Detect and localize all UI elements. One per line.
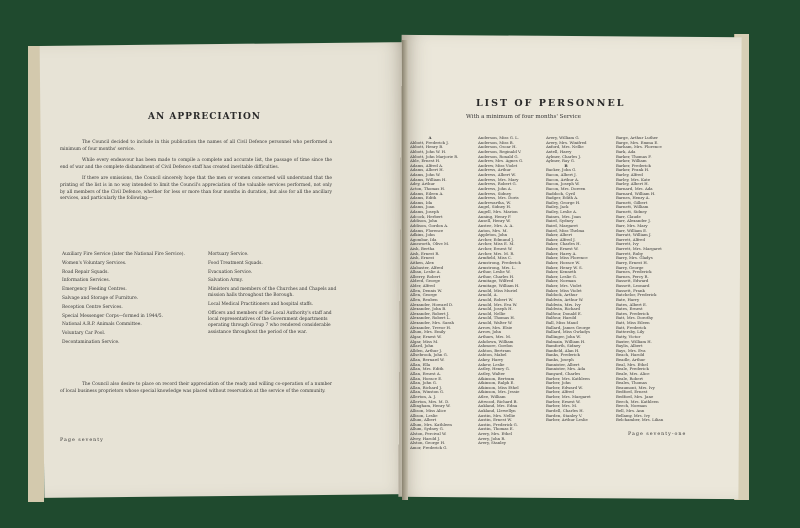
- personnel-name: Alston, George H.: [410, 440, 446, 446]
- personnel-name: Alvey, Harold J.: [410, 435, 441, 441]
- personnel-name: Allsebrook, John G.: [410, 352, 448, 358]
- personnel-name: Austin, Mrs. Nellie: [478, 412, 516, 418]
- personnel-name: Bassett, Leonard: [616, 283, 650, 288]
- personnel-name: Agombar, Ida: [410, 236, 437, 242]
- service-item: Auxiliary Fire Service (later the National Fire Service).: [62, 252, 185, 257]
- personnel-name: Beadle, Arthur: [616, 357, 646, 362]
- personnel-name: Baker, Miss Violet: [546, 287, 582, 293]
- personnel-name: Bacon, Joseph W.: [546, 181, 580, 187]
- personnel-name: Barber, Edward W.: [546, 384, 583, 390]
- personnel-name: Baker, Harry A.: [546, 250, 577, 256]
- personnel-name: Bates, Ernest: [616, 306, 643, 312]
- personnel-name: Algar, Ernest W.: [410, 333, 442, 339]
- personnel-name: Addison, Gordon A.: [410, 222, 449, 228]
- personnel-name: Alexander, Robert J.: [410, 310, 450, 316]
- personnel-name: Abbott, John Marjorie R.: [410, 153, 459, 159]
- personnel-name: Bedford, Mrs. Jane: [616, 394, 654, 399]
- personnel-name: Bate, Harry: [616, 296, 640, 302]
- personnel-name: Aukland, Llewellyn: [478, 407, 516, 413]
- personnel-name: Axford, Mrs. Nellie: [546, 144, 584, 150]
- personnel-name: Archer, Miss E. M.: [478, 241, 515, 247]
- personnel-name: Baker, Henry W. S.: [546, 264, 583, 270]
- personnel-name: Adkins, John: [410, 232, 435, 238]
- personnel-name: Angell, Mrs. Marion: [478, 209, 518, 214]
- personnel-name: Barden, Stanley V.: [546, 412, 583, 418]
- personnel-name: Arrow, Mrs. Elsie: [478, 324, 513, 330]
- personnel-name: Allan, John G.: [410, 380, 437, 386]
- service-item: Special Messenger Corps—formed in 1944/5.: [62, 313, 163, 319]
- personnel-name: Arnold, Joseph H.: [478, 306, 513, 312]
- personnel-name: Beales, Thomas: [616, 380, 647, 386]
- personnel-name: Allen, Dennis W.: [410, 287, 443, 293]
- personnel-name: Bannister, Albert: [546, 361, 580, 367]
- personnel-name: Alexander, Robert L.: [410, 315, 451, 321]
- personnel-name: Barber, Arthur Leslie: [546, 417, 588, 423]
- personnel-name: Allen, George: [410, 292, 437, 298]
- personnel-name: Arrow, John: [478, 329, 502, 335]
- personnel-name: Barrett, Mrs. Margaret: [616, 246, 662, 251]
- personnel-name: Beach, Harold: [616, 352, 645, 358]
- personnel-name: Anderson, Oscar H.: [478, 144, 517, 150]
- personnel-name: Barker, Frank H.: [616, 167, 650, 173]
- personnel-name: Bailey, Jack: [546, 204, 569, 210]
- service-item: Officers and members of the Local Authority's staff and local representatives of the Government departments operating through Group 7 who rendered considerable assistance throughout the period of the war.: [208, 310, 332, 335]
- personnel-name: Austin, Ernest W.: [478, 417, 512, 423]
- personnel-name: Baldwin, Mrs. Ivy: [546, 301, 581, 307]
- personnel-name: Beale, Mrs. Alice: [616, 370, 650, 376]
- personnel-name: Baker, Miss Florence: [546, 255, 588, 261]
- personnel-name: Alexander, Howard D.: [410, 301, 454, 307]
- personnel-name: Baird, Miss Thelma: [546, 227, 585, 233]
- personnel-name: Allerton, A. J.: [410, 394, 437, 399]
- personnel-name: Anderson, Reginald V.: [478, 148, 522, 154]
- personnel-name: Banks, Joseph: [546, 357, 574, 362]
- personnel-name: Allden, Arthur J.: [410, 347, 442, 353]
- personnel-name: Bamforth, Sidney: [546, 343, 581, 349]
- personnel-name: Ball, Miss Maud: [546, 320, 578, 325]
- personnel-subtitle: With a minimum of four months' Service: [466, 114, 581, 120]
- personnel-name: Allerton, Mrs. M. D.: [410, 398, 450, 404]
- personnel-name: Baldwin, Arthur W.: [546, 296, 584, 302]
- personnel-name: Baird, Margaret: [546, 222, 578, 228]
- services-list-left: [62, 252, 194, 349]
- personnel-name: Astley, Walter: [478, 370, 506, 376]
- personnel-name: Baker, Horace W.: [546, 259, 580, 265]
- personnel-name: Anning, Henry F.: [478, 213, 512, 219]
- service-item: Road Repair Squads.: [62, 269, 109, 275]
- intro-paragraph: While every endeavour has been made to compile a complete and accurate list, the passage of time since the end of war and the complete disbandment of Civil Defence staff has created inevitable difficulties.: [60, 158, 332, 170]
- personnel-name: Barnes, Henry A.: [616, 195, 650, 201]
- personnel-name: Anton, Mrs. M.: [478, 227, 508, 233]
- personnel-name: Adams, Eileen A.: [410, 190, 444, 196]
- personnel-name: Adams, Ida: [410, 199, 433, 205]
- personnel-name: Adams, John W.: [410, 172, 441, 177]
- personnel-name: Banfield, Alan H.: [546, 347, 580, 353]
- personnel-name: Alston, Percival W.: [410, 431, 447, 436]
- service-item: Local Medical Practitioners and hospital staffs.: [208, 302, 314, 308]
- personnel-name: Banyard, Charles: [546, 370, 581, 376]
- personnel-name: Beale, Frederick: [616, 366, 649, 372]
- personnel-name: Ballard, James George: [546, 324, 591, 330]
- personnel-name: Alexander, Mrs. Sarah: [410, 320, 455, 325]
- personnel-name: Atkinson, Ralph E.: [478, 380, 515, 386]
- personnel-name: Batchelor, Frederick: [616, 292, 657, 298]
- personnel-name: Barnett, Gilbert: [616, 199, 648, 205]
- personnel-name: Allan, Richard J.: [410, 384, 442, 390]
- service-item: Women's Voluntary Services.: [62, 260, 127, 266]
- personnel-name: Arnold, Thomas H.: [478, 315, 516, 321]
- personnel-name: Beale, Robert: [616, 375, 643, 381]
- personnel-name: Beech, Mrs. Kathleen: [616, 398, 659, 404]
- personnel-name: Abbott, Henry B.: [410, 144, 444, 150]
- personnel-name: Ballinger, John W.: [546, 333, 581, 339]
- personnel-name: Baird, Sydney: [546, 218, 574, 224]
- personnel-name: Barber, Mrs. M.: [546, 403, 578, 409]
- personnel-name: Bates, Frederick: [616, 310, 649, 316]
- personnel-name: Arnold, Mrs. Eva W.: [478, 301, 518, 307]
- personnel-name: Barry, George: [616, 264, 644, 270]
- personnel-name: Bates, Albert E.: [616, 301, 648, 307]
- personnel-name: Abbott, John W. H.: [410, 148, 447, 154]
- personnel-name: Archer, Mrs. M. R.: [478, 250, 515, 256]
- personnel-name: Barge, Arthur Luther: [616, 136, 658, 140]
- personnel-name: Barge, Mrs. Emma E.: [616, 139, 659, 145]
- personnel-name: Alabaster, Alfred: [410, 264, 444, 270]
- personnel-name: Adcock, Herbert: [410, 213, 443, 219]
- personnel-name: Bark, Ada: [616, 148, 636, 154]
- service-item: Information Services.: [62, 278, 111, 284]
- personnel-name: Armstrong, Mrs. L.: [478, 264, 516, 270]
- personnel-name: Badger, Edith A.: [546, 195, 579, 201]
- personnel-name: Arnold, A.: [478, 292, 498, 298]
- personnel-name: Barnes, Percy R.: [616, 273, 649, 279]
- personnel-name: Barnard, William H.: [616, 190, 656, 196]
- appreciation-title: AN APPRECIATION: [148, 112, 262, 122]
- page-number-left: Page seventy: [60, 438, 104, 443]
- personnel-title: LIST OF PERSONNEL: [476, 98, 626, 109]
- personnel-name: Beaumont, Mrs. Ivy: [616, 384, 655, 390]
- services-list-right: [208, 252, 340, 338]
- service-item: Voluntary Car Pool.: [62, 331, 106, 337]
- personnel-name: Andrew, Miss Violet: [478, 162, 518, 168]
- personnel-name: Balfour, Donald E.: [546, 310, 582, 316]
- personnel-name: Avery, Mrs. Winifred: [546, 139, 587, 145]
- personnel-name: Beech, Norman: [616, 403, 647, 409]
- personnel-name: Axtell, Harry: [546, 148, 572, 154]
- personnel-name: Allum, Mrs. Emily: [410, 329, 446, 335]
- personnel-name: Barnett, Sidney: [616, 209, 647, 214]
- personnel-name: Barker, Frederick: [616, 162, 651, 168]
- personnel-name: Barber, Mrs. Kathleen: [546, 375, 590, 381]
- personnel-name: Barratt, William J.: [616, 232, 652, 238]
- personnel-name: Battersby, Lily: [616, 329, 645, 335]
- personnel-name: Andrews, John A.: [478, 185, 512, 191]
- personnel-name: Avery, John R.: [478, 435, 506, 441]
- personnel-name: Baker, Kenneth: [546, 269, 577, 275]
- personnel-name: Aldred, George: [410, 278, 441, 284]
- book-spine: [402, 40, 408, 500]
- personnel-name: Armfield, Miss C.: [478, 255, 512, 261]
- personnel-name: Bell, Mrs. Ann: [616, 407, 645, 413]
- personnel-name: Alban, Leslie A.: [410, 269, 441, 275]
- personnel-name: Bailey, George H.: [546, 199, 581, 205]
- page-number-right: Page seventy-one: [628, 432, 687, 437]
- personnel-name: Baldwin, Richard: [546, 306, 580, 312]
- personnel-name: Bassett, Edward: [616, 278, 649, 284]
- personnel-name: Abbott, Frederick J.: [410, 139, 449, 145]
- personnel-name: Bacon, Arthur A.: [546, 176, 580, 182]
- intro-paragraph: The Council decided to include in this publication the names of all Civil Defence personnel who performed a minimum of four months' service.: [60, 140, 332, 152]
- personnel-name: Allan, Bernard W.: [410, 357, 445, 362]
- personnel-name: Barber, Mrs. Margaret: [546, 394, 591, 399]
- personnel-name: Allan, Ella: [410, 361, 431, 367]
- personnel-name: Allan, Winston G.: [410, 389, 445, 395]
- personnel-name: Allan, Ernest A.: [410, 370, 441, 376]
- personnel-name: Avery, Stanley: [478, 440, 506, 446]
- personnel-name: Barr, William E.: [616, 227, 648, 233]
- personnel-name: Bannister, Mrs. Ada: [546, 366, 586, 372]
- service-item: Salvation Army.: [208, 278, 243, 284]
- personnel-name: Aish, Bertha: [410, 246, 435, 251]
- personnel-name: Arthurs, Mrs. M.: [478, 333, 512, 339]
- personnel-name: Atkinson, Bertram: [478, 375, 515, 381]
- personnel-name: Ashdown, William: [478, 338, 514, 344]
- personnel-name: Barnes, Frederick: [616, 269, 652, 275]
- personnel-name: Angel, Sidney H.: [478, 204, 512, 210]
- personnel-name: Armitage, William H.: [478, 283, 520, 288]
- section-letter: B: [564, 162, 568, 168]
- personnel-name: Allan, Mrs. Edith: [410, 366, 444, 372]
- personnel-name: Acton, Thomas H.: [410, 185, 446, 191]
- personnel-name: Bellamy, Mrs. Ivy: [616, 412, 651, 418]
- personnel-name: Banks, Frederick: [546, 352, 580, 358]
- personnel-name: Baylis, Albert: [616, 343, 643, 349]
- personnel-name: Appleton, John: [478, 232, 508, 238]
- personnel-name: Balfour, Harold: [546, 315, 577, 321]
- personnel-name: Aitken, Alex: [410, 259, 434, 265]
- personnel-name: Barrett, Alfred: [616, 236, 645, 242]
- personnel-name: Alexander, John B.: [410, 306, 447, 312]
- personnel-name: Adams, Florence: [410, 227, 444, 233]
- personnel-name: Atkinson, Miss Ethel: [478, 384, 519, 390]
- service-item: National A.R.P. Animals Committee.: [62, 322, 142, 328]
- personnel-name: Anderson, Miss B.: [478, 139, 514, 145]
- personnel-name: Allen, Reuben: [410, 296, 438, 302]
- personnel-name: Atlee, William: [478, 394, 506, 399]
- personnel-name: Baker, Norman: [546, 278, 576, 284]
- personnel-name: Bedford, Ernest: [616, 389, 648, 395]
- service-item: Mortuary Service.: [208, 252, 249, 257]
- personnel-name: Adams, Albert H.: [410, 167, 444, 173]
- personnel-name: Barry, Ernest H.: [616, 259, 648, 265]
- personnel-name: Aylmer, Ray G.: [546, 158, 575, 164]
- personnel-name: Barnard, Mrs. Ada: [616, 185, 653, 191]
- personnel-name: Andrews, Mrs. Doris: [478, 195, 519, 201]
- personnel-name: Barr, Claude: [616, 213, 641, 219]
- personnel-name: Ainsworth, Olive M.: [410, 241, 450, 247]
- personnel-name: Barrett, Ruby: [616, 250, 643, 256]
- personnel-name: Armstrong, Frederick: [478, 259, 521, 265]
- personnel-name: Askew, Leslie: [478, 361, 505, 367]
- personnel-name: Barber, Alfred: [546, 389, 574, 395]
- personnel-name: Astley, Henry G.: [478, 366, 510, 372]
- personnel-name: Bacon, Mrs. Doreen: [546, 185, 586, 191]
- personnel-name: Algar, Miss M.: [410, 338, 439, 344]
- intro-paragraph: If there are omissions, the Council sincerely hope that the men or women concerned will understand that the printing of the list is in no way intended to limit the Council's appreciation of the valuable services performed, not only by all members of the Civil Defence, whether for less or more than four months in duration, but also for all the ancillary services, and particularly the following:—: [60, 176, 332, 202]
- personnel-name: Andrews, Robert G.: [478, 181, 517, 187]
- personnel-name: Andrewartha, W.: [478, 199, 511, 205]
- service-item: Emergency Feeding Centres.: [62, 287, 127, 293]
- personnel-name: Beal, Mrs. Ethel: [616, 361, 648, 367]
- service-item: Food Treatment Squads.: [208, 260, 263, 266]
- closing-paragraph: The Council also desire to place on record their appreciation of the ready and willing co-operation of a number of local business proprietors whose special knowledge was placed without reservation at the service of the community.: [60, 382, 332, 394]
- personnel-name: Alexander, Trevor H.: [410, 324, 452, 330]
- personnel-name: Armitage, Wilfred: [478, 278, 514, 284]
- personnel-name: Askey, Harry: [478, 357, 504, 362]
- personnel-name: Batty, Victor: [616, 333, 641, 339]
- service-item: Reception Centre Services.: [62, 304, 123, 310]
- personnel-name: Able, Ernest H.: [410, 158, 441, 164]
- personnel-name: Andrew, Mrs. Agnes G.: [478, 158, 524, 164]
- personnel-name: Barley, Mrs. Kate: [616, 176, 651, 182]
- personnel-name: Bays, Mrs. Eva: [616, 347, 646, 353]
- personnel-name: Baker, Charles H.: [546, 241, 581, 247]
- personnel-name: Andrews, Albert W.: [478, 172, 516, 177]
- personnel-name: Adams, Alfred A.: [410, 162, 444, 168]
- name-column: [410, 136, 476, 451]
- section-letter: A: [428, 136, 432, 140]
- appreciation-intro: [60, 140, 332, 208]
- personnel-name: Baddock, Cyril: [546, 190, 576, 196]
- personnel-name: Allum, Albert: [410, 417, 437, 423]
- personnel-name: Adey, Arthur: [410, 181, 435, 187]
- personnel-name: Austin, Frederick G.: [478, 421, 518, 427]
- personnel-name: Anstee, Mrs. A. A.: [478, 222, 514, 228]
- personnel-name: Adams, Edith: [410, 195, 437, 201]
- personnel-name: Anderson, Ronald G.: [478, 153, 519, 159]
- personnel-name: Ansell, Henry W.: [478, 218, 511, 224]
- personnel-name: Baker, Albert: [546, 232, 573, 238]
- personnel-name: Batt, Mrs. Dorothy: [616, 315, 654, 321]
- personnel-name: Barley, Alfred: [616, 172, 643, 177]
- personnel-name: Aish, Ernest: [410, 255, 435, 261]
- personnel-name: Allan, Horace E.: [410, 375, 443, 381]
- personnel-name: Bardell, Charles H.: [546, 407, 584, 413]
- personnel-name: Allard, John: [410, 343, 434, 349]
- personnel-name: Barnett, William: [616, 204, 649, 210]
- personnel-name: Archer, Edmund J.: [478, 236, 514, 242]
- personnel-name: Arnold, Miss Muriel: [478, 287, 518, 293]
- personnel-name: Bassett, Frank: [616, 287, 645, 293]
- personnel-name: Avery, Mrs. Ethel: [478, 431, 512, 436]
- personnel-name: Barker, William: [616, 158, 647, 164]
- personnel-name: Batt, Frederick: [616, 324, 647, 330]
- personnel-name: Anderson, Miss G. L.: [478, 136, 520, 140]
- personnel-name: Arthur, Leslie W.: [478, 269, 511, 275]
- personnel-name: Arthur, Charles H.: [478, 273, 515, 279]
- personnel-name: Bacon, Albert J.: [546, 172, 577, 177]
- personnel-name: Aylmer, Charles J.: [546, 153, 581, 159]
- personnel-name: Barham, Mrs. Florence: [616, 144, 662, 150]
- personnel-name: Addison, John: [410, 218, 438, 224]
- service-item: Ministers and members of the Churches and Chapels and mission halls throughout the Borough.: [208, 287, 337, 299]
- personnel-name: Aish, Ernest R.: [410, 250, 440, 256]
- personnel-name: Baker, Ernest W.: [546, 246, 579, 251]
- personnel-name: Ballard, Miss Gwladys: [546, 329, 590, 335]
- personnel-name: Balmain, William H.: [546, 338, 586, 344]
- personnel-name: Baker, Leslie G.: [546, 273, 577, 279]
- personnel-name: Belchamber, Mrs. Lilian: [616, 417, 664, 423]
- personnel-name: Baldock, Arthur: [546, 292, 578, 298]
- personnel-name: Allum, Mrs. Kathleen: [410, 421, 452, 427]
- personnel-name: Arnold, Robert W.: [478, 296, 514, 302]
- personnel-name: Baker, Alfred J.: [546, 236, 576, 242]
- personnel-name: Barber, Ernest W.: [546, 398, 581, 404]
- personnel-name: Barber, John: [546, 380, 571, 386]
- personnel-name: Batt, Miss Eileen: [616, 320, 650, 325]
- personnel-name: Allison, Leslie: [410, 412, 438, 418]
- name-column: [478, 136, 544, 446]
- personnel-name: Baxter, William H.: [616, 338, 652, 344]
- personnel-name: Arnold, Nellie: [478, 310, 506, 316]
- personnel-name: Barr, Alexander J.: [616, 218, 651, 224]
- name-column: [546, 136, 612, 423]
- service-item: Decontamination Service.: [62, 339, 120, 345]
- personnel-name: Andrews, Arthur: [478, 167, 511, 173]
- personnel-name: Andrews, Mrs. Mary: [478, 176, 519, 182]
- personnel-name: Adams, William H.: [410, 176, 447, 182]
- personnel-name: Adams, Joseph: [410, 209, 439, 214]
- personnel-name: Amor, Frederick G.: [410, 444, 448, 450]
- personnel-name: Avery, William G.: [546, 136, 580, 140]
- personnel-name: Allison, Miss Alice: [410, 407, 447, 413]
- personnel-name: Alder, Alfred: [410, 283, 435, 288]
- personnel-name: Baker, Mrs. Violet: [546, 283, 582, 288]
- personnel-name: Arnold, Walter W.: [478, 320, 513, 325]
- personnel-name: Allingham, Henry W.: [410, 403, 451, 409]
- personnel-name: Adams, Joan: [410, 204, 435, 210]
- personnel-name: Aukland, Mrs. Edna: [478, 403, 518, 409]
- personnel-name: Barr, Mrs. Mary: [616, 222, 648, 228]
- personnel-name: Allum, Sydney G.: [410, 426, 444, 432]
- service-item: Evacuation Service.: [208, 269, 253, 275]
- name-column: [616, 136, 682, 423]
- personnel-name: Ashton, Mabel: [478, 352, 507, 358]
- personnel-name: Barry, Mrs. Gladys: [616, 255, 653, 261]
- personnel-name: Backer, John G.: [546, 167, 577, 173]
- service-item: Salvage and Storage of Furniture.: [62, 295, 139, 301]
- personnel-name: Austin, Thomas E.: [478, 426, 514, 432]
- personnel-name: Baines, Mrs. Joan: [546, 213, 581, 219]
- personnel-name: Barker, Thomas F.: [616, 153, 652, 159]
- personnel-name: Barrett, Ivy: [616, 241, 639, 247]
- personnel-name: Archer, Ernest W.: [478, 246, 513, 251]
- personnel-name: Ashmore, Gordon: [478, 343, 513, 349]
- personnel-name: Barley, Albert H.: [616, 181, 649, 187]
- personnel-name: Attwood, Richard B.: [478, 398, 518, 404]
- personnel-name: Andrews, Sidney: [478, 190, 512, 196]
- personnel-name: Ashton, Bertram: [478, 347, 511, 353]
- personnel-name: Atkinson, Mrs. Jessie: [478, 389, 520, 395]
- personnel-name: Alberry, Robert: [410, 273, 441, 279]
- personnel-name: Bailey, Leslie A.: [546, 209, 578, 214]
